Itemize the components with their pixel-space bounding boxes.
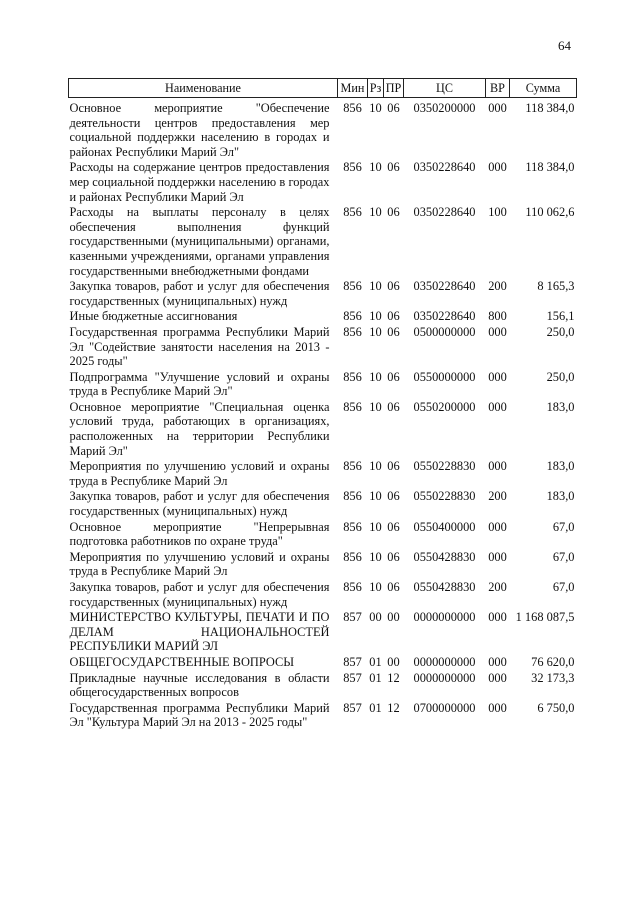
cell-sum: 118 384,0 xyxy=(525,160,575,175)
table-row xyxy=(69,98,577,160)
cell-min: 856 xyxy=(343,101,362,115)
cell-vr: 200 xyxy=(488,489,507,504)
cell-rz: 10 xyxy=(369,489,382,504)
cell-sum: 110 062,6 xyxy=(525,205,575,220)
cell-name: Закупка товаров, работ и услуг для обеспечения государственных (муниципальных) нужд xyxy=(69,489,330,519)
table-row xyxy=(69,700,577,730)
table-row xyxy=(69,670,577,700)
cell-cs: 0000000000 xyxy=(413,610,476,625)
cell-pr: 06 xyxy=(387,489,400,504)
header-name: Наименование xyxy=(69,79,338,98)
cell-min: 856 xyxy=(343,489,362,504)
cell-cs: 0550428830 xyxy=(413,580,476,594)
cell-min: 857 xyxy=(343,670,362,685)
cell-sum: 76 620,0 xyxy=(531,654,575,669)
cell-vr: 000 xyxy=(488,610,507,625)
cell-pr: 06 xyxy=(387,279,400,294)
cell-sum: 1 168 087,5 xyxy=(515,610,575,625)
cell-rz: 10 xyxy=(369,160,382,175)
cell-cs: 0550428830 xyxy=(413,549,476,564)
header-pr: ПР xyxy=(384,79,404,98)
cell-pr: 12 xyxy=(387,670,400,685)
cell-rz: 10 xyxy=(369,279,382,294)
cell-min: 856 xyxy=(343,279,362,294)
cell-cs: 0000000000 xyxy=(413,654,476,669)
cell-cs: 0350228640 xyxy=(413,160,476,175)
cell-sum: 250,0 xyxy=(546,324,575,339)
cell-rz: 00 xyxy=(369,610,382,625)
cell-min: 856 xyxy=(343,519,362,534)
cell-min: 856 xyxy=(343,549,362,564)
table-row xyxy=(69,549,577,579)
cell-min: 856 xyxy=(343,309,362,324)
table-header-row xyxy=(69,79,577,98)
cell-pr: 00 xyxy=(387,654,400,669)
cell-rz: 10 xyxy=(369,399,382,414)
cell-rz: 10 xyxy=(369,369,382,384)
cell-name: Подпрограмма "Улучшение условий и охраны труда в Республике Марий Эл" xyxy=(69,369,330,399)
cell-sum: 118 384,0 xyxy=(525,101,575,115)
cell-name: Расходы на выплаты персоналу в целях обеспечения выполнения функций государственными (муниципальными) органами, казенными учреждениями, органами управления государственными внебюджетными фондами xyxy=(69,205,330,278)
table-row xyxy=(69,458,577,488)
cell-sum: 183,0 xyxy=(546,489,575,504)
cell-name: Закупка товаров, работ и услуг для обеспечения государственных (муниципальных) нужд xyxy=(69,279,330,308)
cell-pr: 06 xyxy=(387,369,400,384)
table-row xyxy=(69,278,577,308)
cell-name: Государственная программа Республики Марий Эл "Содействие занятости населения на 2013 - 2025 годы" xyxy=(69,324,330,369)
cell-cs: 0500000000 xyxy=(413,324,476,339)
cell-min: 856 xyxy=(343,324,362,339)
cell-cs: 0550200000 xyxy=(413,399,476,414)
cell-vr: 200 xyxy=(488,279,507,294)
cell-min: 856 xyxy=(343,369,362,384)
cell-vr: 000 xyxy=(488,399,507,414)
cell-sum: 8 165,3 xyxy=(537,279,575,294)
header-rz: Рз xyxy=(368,79,384,98)
cell-rz: 10 xyxy=(369,309,382,324)
table-row xyxy=(69,399,577,458)
cell-vr: 000 xyxy=(488,670,507,685)
page-number: 64 xyxy=(558,38,571,53)
cell-cs: 0350228640 xyxy=(413,279,476,294)
cell-vr: 000 xyxy=(488,459,507,474)
cell-sum: 32 173,3 xyxy=(531,670,575,685)
cell-name: Расходы на содержание центров предоставления мер социальной поддержки населению в городах и районах Республики Марий Эл xyxy=(69,160,330,204)
table-row xyxy=(69,609,577,654)
table-row xyxy=(69,488,577,518)
cell-min: 857 xyxy=(343,700,362,715)
cell-name: Закупка товаров, работ и услуг для обеспечения государственных (муниципальных) нужд xyxy=(69,580,330,609)
cell-rz: 10 xyxy=(369,459,382,474)
table-row xyxy=(69,519,577,549)
cell-pr: 06 xyxy=(387,459,400,474)
cell-cs: 0700000000 xyxy=(413,700,476,715)
cell-vr: 100 xyxy=(488,205,507,220)
cell-cs: 0350200000 xyxy=(413,101,476,115)
cell-vr: 200 xyxy=(488,580,507,594)
cell-name: Мероприятия по улучшению условий и охраны труда в Республике Марий Эл xyxy=(69,459,330,488)
cell-name: Основное мероприятие "Непрерывная подготовка работников по охране труда" xyxy=(69,519,330,549)
cell-sum: 250,0 xyxy=(546,369,575,384)
cell-cs: 0350228640 xyxy=(413,309,476,324)
table-row xyxy=(69,324,577,369)
cell-vr: 800 xyxy=(488,309,507,324)
cell-min: 857 xyxy=(343,654,362,669)
cell-pr: 06 xyxy=(387,101,400,115)
header-cs: ЦС xyxy=(404,79,486,98)
cell-name: Мероприятия по улучшению условий и охраны труда в Республике Марий Эл xyxy=(69,549,330,579)
cell-vr: 000 xyxy=(488,549,507,564)
cell-pr: 06 xyxy=(387,309,400,324)
cell-cs: 0550228830 xyxy=(413,459,476,474)
cell-pr: 06 xyxy=(387,549,400,564)
cell-rz: 10 xyxy=(369,205,382,220)
cell-min: 857 xyxy=(343,610,362,625)
cell-rz: 01 xyxy=(369,654,382,669)
cell-pr: 00 xyxy=(387,610,400,625)
cell-min: 856 xyxy=(343,205,362,220)
cell-pr: 06 xyxy=(387,399,400,414)
table-body xyxy=(69,98,577,730)
table-row xyxy=(69,654,577,670)
cell-vr: 000 xyxy=(488,101,507,115)
cell-pr: 12 xyxy=(387,700,400,715)
cell-name: Основное мероприятие "Специальная оценка условий труда, работающих в организациях, расположенных на территории Республики Марий Эл" xyxy=(69,399,330,458)
cell-vr: 000 xyxy=(488,700,507,715)
table-row xyxy=(69,159,577,204)
cell-name: Государственная программа Республики Марий Эл "Культура Марий Эл на 2013 - 2025 годы" xyxy=(69,700,330,730)
cell-rz: 10 xyxy=(369,580,382,594)
cell-sum: 67,0 xyxy=(552,580,575,594)
cell-cs: 0550400000 xyxy=(413,519,476,534)
cell-name: Прикладные научные исследования в области общегосударственных вопросов xyxy=(69,670,330,700)
cell-pr: 06 xyxy=(387,324,400,339)
header-sum: Сумма xyxy=(510,79,577,98)
cell-name: Основное мероприятие "Обеспечение деятельности центров предоставления мер социальной поддержки населению в городах и районах Республики Марий Эл" xyxy=(69,101,330,159)
cell-cs: 0350228640 xyxy=(413,205,476,220)
header-min: Мин xyxy=(338,79,368,98)
cell-cs: 0000000000 xyxy=(413,670,476,685)
cell-sum: 156,1 xyxy=(546,309,575,324)
cell-min: 856 xyxy=(343,399,362,414)
cell-min: 856 xyxy=(343,580,362,594)
budget-table xyxy=(68,78,577,730)
cell-pr: 06 xyxy=(387,519,400,534)
cell-sum: 67,0 xyxy=(552,549,575,564)
cell-rz: 10 xyxy=(369,324,382,339)
cell-rz: 10 xyxy=(369,101,382,115)
cell-vr: 000 xyxy=(488,369,507,384)
cell-sum: 183,0 xyxy=(546,399,575,414)
cell-vr: 000 xyxy=(488,654,507,669)
cell-rz: 01 xyxy=(369,670,382,685)
cell-pr: 06 xyxy=(387,205,400,220)
cell-name: ОБЩЕГОСУДАРСТВЕННЫЕ ВОПРОСЫ xyxy=(69,654,295,669)
cell-pr: 06 xyxy=(387,580,400,594)
cell-vr: 000 xyxy=(488,324,507,339)
cell-sum: 67,0 xyxy=(552,519,575,534)
cell-name: МИНИСТЕРСТВО КУЛЬТУРЫ, ПЕЧАТИ И ПО ДЕЛАМ НАЦИОНАЛЬНОСТЕЙ РЕСПУБЛИКИ МАРИЙ ЭЛ xyxy=(69,610,330,654)
cell-vr: 000 xyxy=(488,160,507,175)
cell-cs: 0550000000 xyxy=(413,369,476,384)
table-row xyxy=(69,204,577,278)
cell-rz: 01 xyxy=(369,700,382,715)
cell-rz: 10 xyxy=(369,549,382,564)
table-row xyxy=(69,369,577,399)
table-row xyxy=(69,579,577,609)
cell-min: 856 xyxy=(343,160,362,175)
cell-cs: 0550228830 xyxy=(413,489,476,504)
header-vr: ВР xyxy=(486,79,510,98)
cell-rz: 10 xyxy=(369,519,382,534)
cell-name: Иные бюджетные ассигнования xyxy=(69,309,238,324)
table-row xyxy=(69,308,577,324)
cell-sum: 6 750,0 xyxy=(537,700,575,715)
cell-min: 856 xyxy=(343,459,362,474)
cell-pr: 06 xyxy=(387,160,400,175)
cell-sum: 183,0 xyxy=(546,459,575,474)
cell-vr: 000 xyxy=(488,519,507,534)
